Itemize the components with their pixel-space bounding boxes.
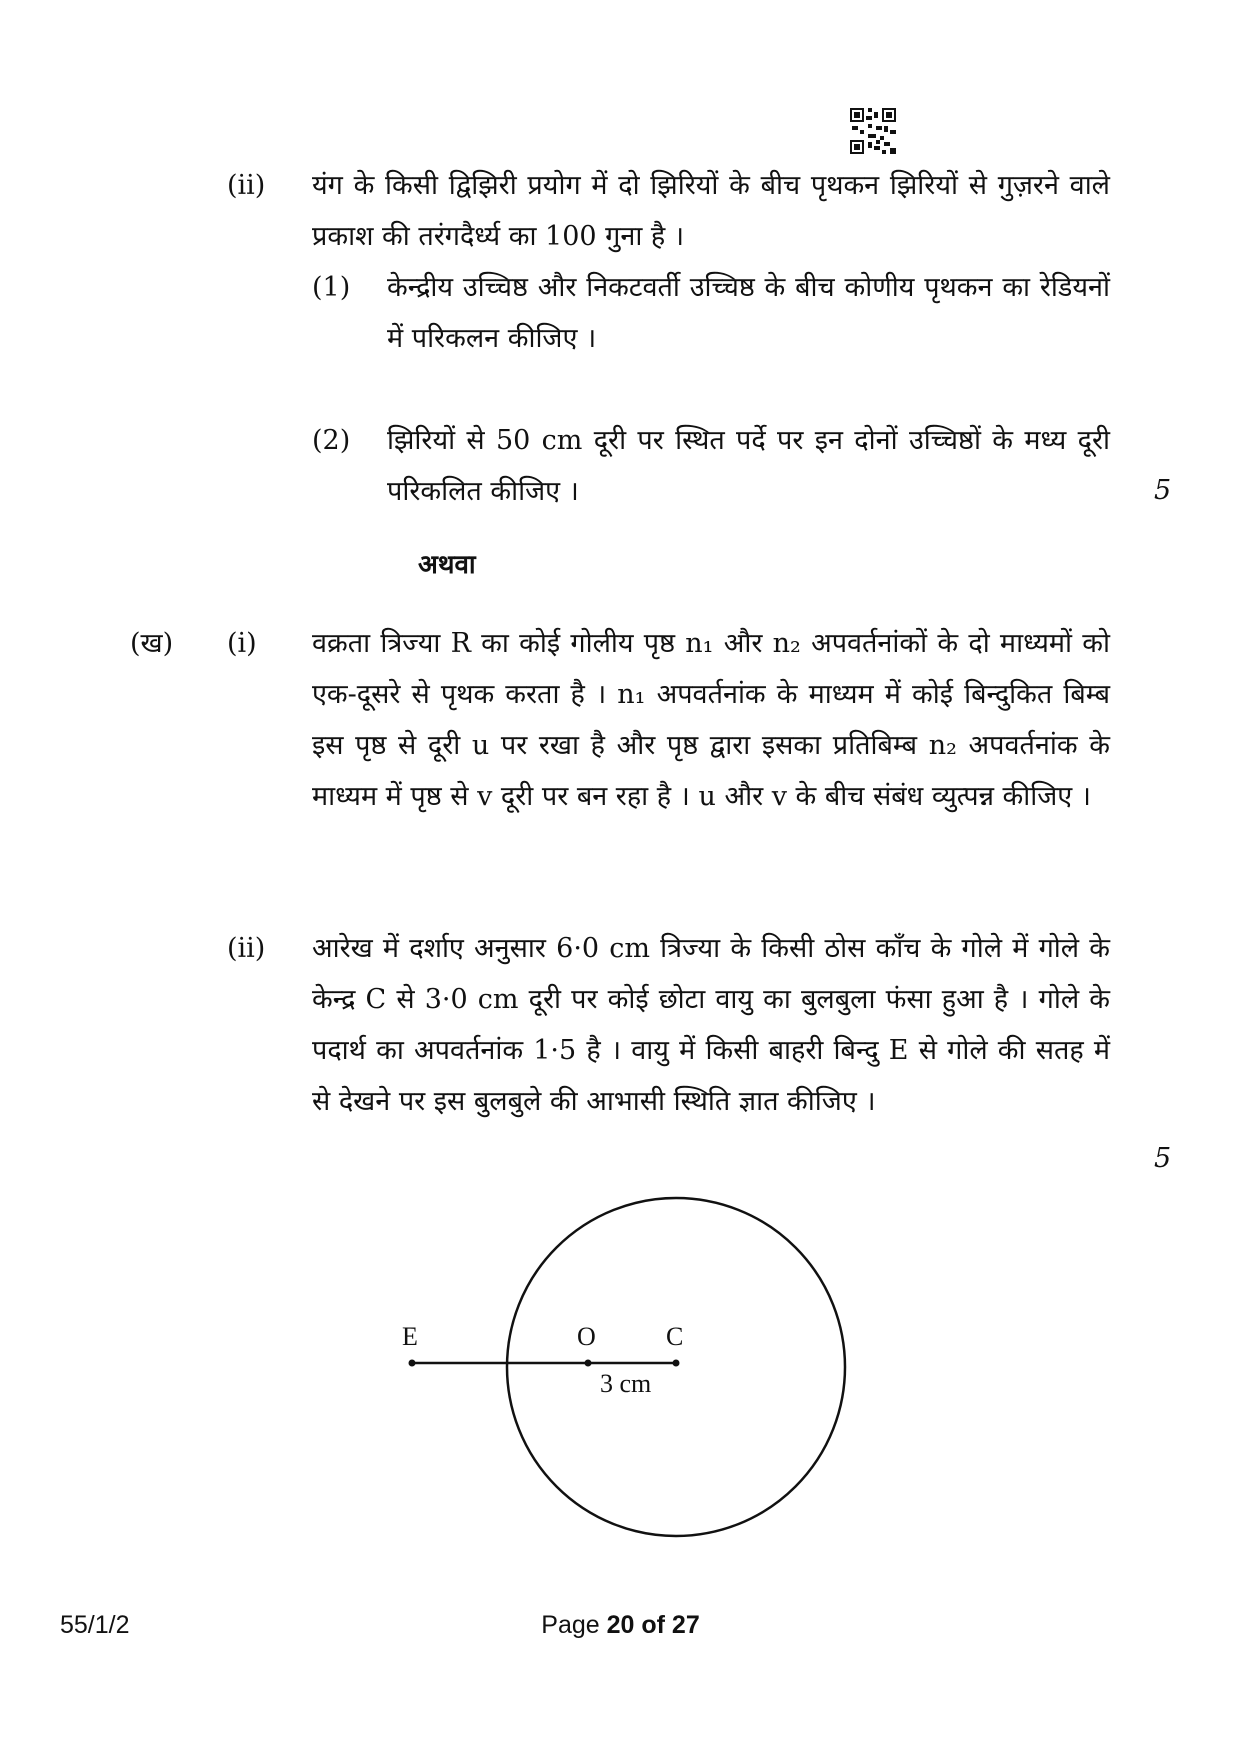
label-o: O — [577, 1322, 596, 1351]
label-e: E — [402, 1322, 418, 1351]
subpart-text: केन्द्रीय उच्चिष्ठ और निकटवर्ती उच्चिष्ठ के बीच कोणीय पृथकन का रेडियनों में परिकलन कीजिए । — [387, 272, 1110, 354]
question-label: (ii) — [227, 170, 266, 201]
marks: 5 — [1154, 1143, 1172, 1174]
label-c: C — [666, 1322, 684, 1351]
question-label: (i) — [227, 628, 257, 659]
page-number: Page 20 of 27 — [541, 1611, 700, 1639]
paper-code: 55/1/2 — [60, 1611, 130, 1639]
question-text: वक्रता त्रिज्या R का कोई गोलीय पृष्ठ n₁ और n₂ अपवर्तनांकों के दो माध्यमों को एक-दूसरे से पृथक करता है । n₁ अपवर्तनांक के माध्यम में कोई बिन्दुकित बिम्ब इस पृष्ठ से दूरी u पर रखा है और पृष्ठ द्वारा इसका प्रतिबिम्ब n₂ अपवर्तनांक के माध्यम में पृष्ठ से v दूरी पर बन रहा है । u और v के बीच संबंध व्युत्पन्न कीजिए । — [312, 628, 1110, 812]
question-text: आरेख में दर्शाए अनुसार 6·0 cm त्रिज्या के किसी ठोस काँच के गोले में गोले के केन्द्र C से 3·0 cm दूरी पर कोई छोटा वायु का बुलबुला फंसा हुआ है । गोले के पदार्थ का अपवर्तनांक 1·5 है । वायु में किसी बाहरी बिन्दु E से गोले की सतह में से देखने पर इस बुलबुले की आभासी स्थिति ज्ञात कीजिए । — [312, 933, 1110, 1117]
section-label: (ख) — [130, 628, 174, 659]
subpart-text: झिरियों से 50 cm दूरी पर स्थित पर्दे पर इन दोनों उच्चिष्ठों के मध्य दूरी परिकलित कीजिए । — [387, 425, 1110, 507]
glass-sphere-diagram — [380, 1180, 860, 1560]
point-o — [585, 1360, 592, 1367]
point-e — [409, 1360, 416, 1367]
marks: 5 — [1154, 475, 1172, 506]
or-heading: अथवा — [418, 550, 476, 580]
question-label: (ii) — [227, 933, 266, 964]
subpart-label: (1) — [312, 272, 351, 303]
distance-label: 3 cm — [600, 1369, 652, 1398]
qr-code-icon — [850, 108, 896, 154]
question-text: यंग के किसी द्विझिरी प्रयोग में दो झिरियों के बीच पृथकन झिरियों से गुज़रने वाले प्रकाश की तरंगदैर्ध्य का 100 गुना है । — [312, 170, 1110, 252]
point-c — [673, 1360, 680, 1367]
glass-sphere — [507, 1198, 845, 1536]
subpart-label: (2) — [312, 425, 351, 456]
